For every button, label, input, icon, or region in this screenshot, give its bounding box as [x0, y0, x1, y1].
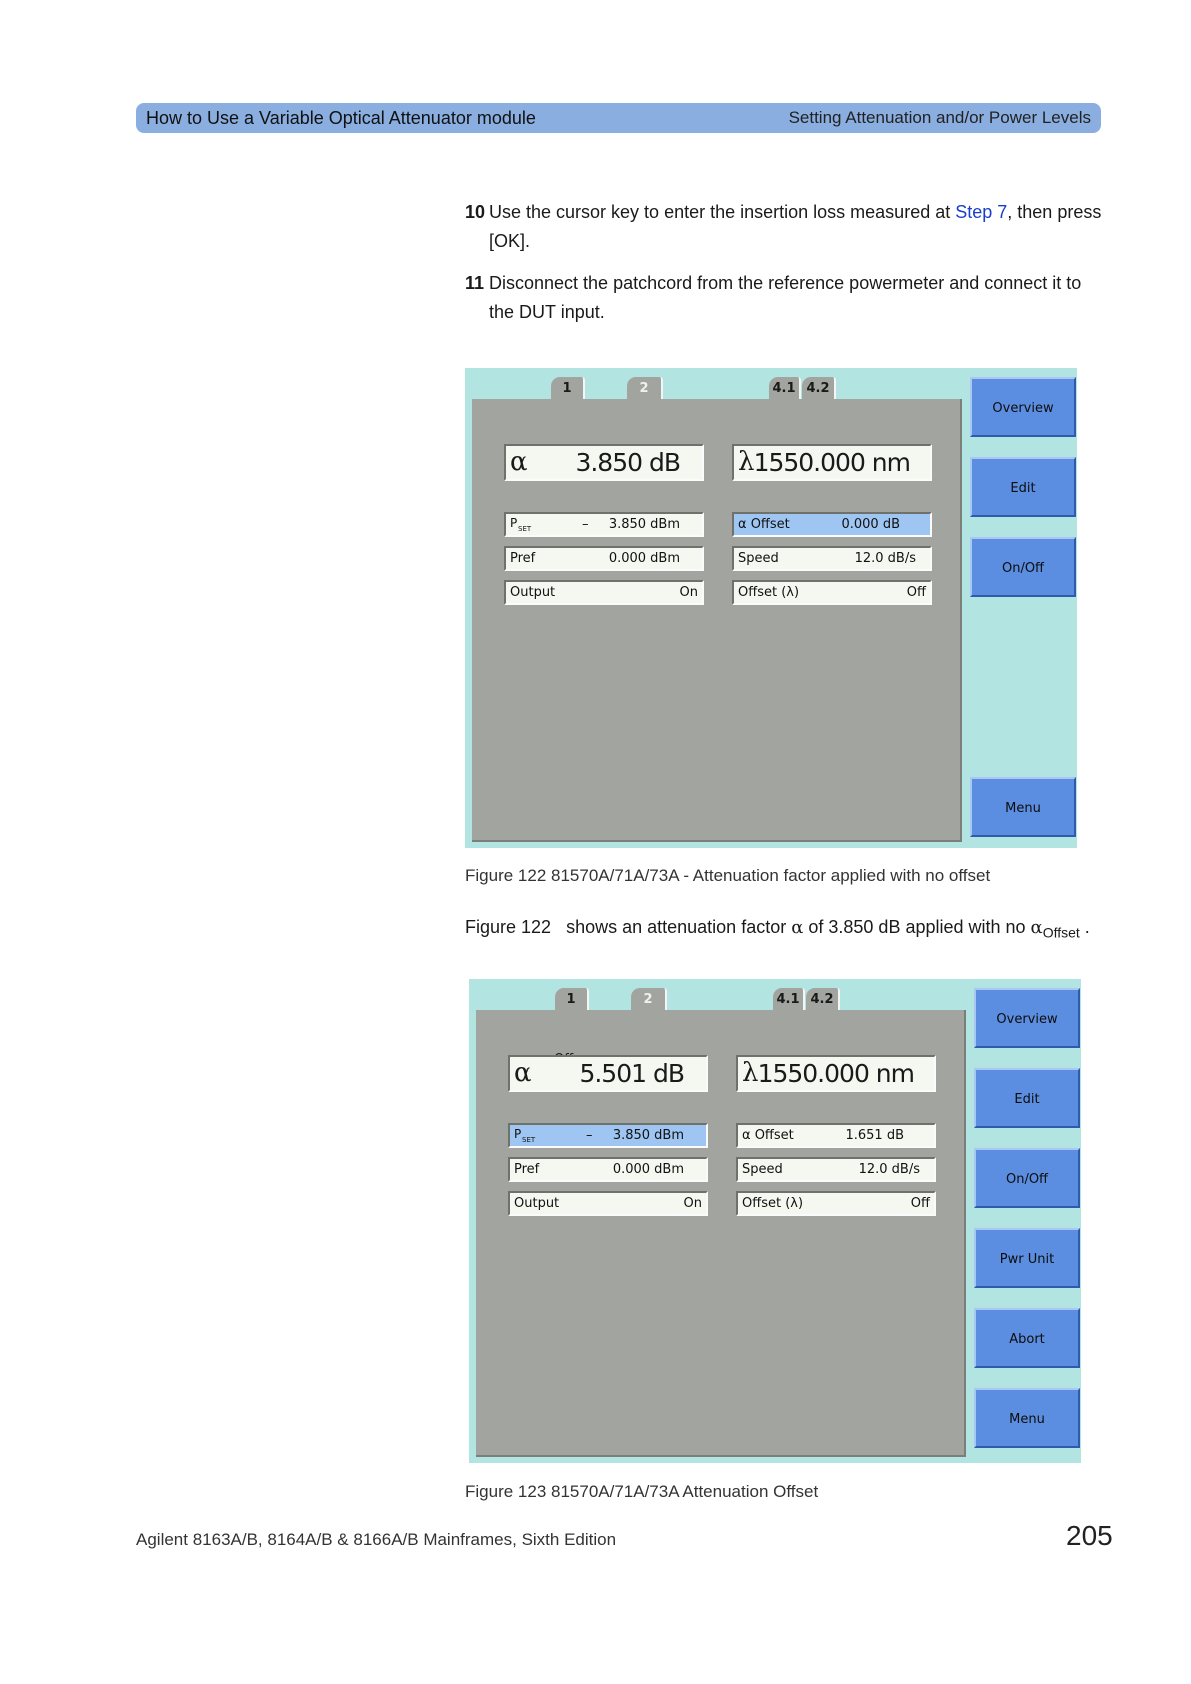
step-text-part: Use the cursor key to enter the insertion loss measured at	[489, 202, 956, 222]
menu-softkey[interactable]: Menu	[970, 777, 1076, 837]
offset-lambda-field[interactable]	[736, 1191, 936, 1216]
lambda-symbol: λ	[738, 447, 755, 477]
main-display-panel	[476, 1010, 966, 1457]
step-10	[465, 198, 1105, 256]
step-number: 11	[465, 273, 485, 293]
figure-123-screen	[469, 979, 1081, 1463]
paragraph-text: of 3.850 dB applied with no	[803, 917, 1031, 937]
output-value: On	[679, 585, 698, 600]
alpha-offset-label: α Offset	[738, 517, 790, 532]
attenuation-value: 3.850 dB	[575, 448, 680, 477]
step-text: Disconnect the patchcord from the reference powermeter and connect it to the DUT input.	[489, 273, 1082, 322]
alpha-offset-field[interactable]	[736, 1123, 936, 1148]
abort-softkey[interactable]: Abort	[974, 1308, 1080, 1368]
pref-value: 0.000 dBm	[612, 1162, 684, 1177]
pset-field[interactable]	[508, 1123, 708, 1148]
output-label: Output	[510, 585, 556, 600]
speed-value: 12.0 dB/s	[858, 1162, 920, 1177]
wavelength-display[interactable]	[736, 1055, 936, 1092]
tab-4-2[interactable]: 4.2	[802, 377, 836, 399]
offset-subscript: Offset	[1042, 924, 1080, 941]
step-11	[465, 269, 1105, 327]
speed-label: Speed	[742, 1162, 783, 1177]
offset-lambda-value: Off	[906, 585, 926, 600]
speed-label: Speed	[738, 551, 779, 566]
tab-1[interactable]: 1	[555, 988, 589, 1010]
pset-label: P	[510, 516, 518, 530]
edit-softkey[interactable]: Edit	[974, 1068, 1080, 1128]
tab-1[interactable]: 1	[551, 377, 585, 399]
wavelength-display[interactable]	[732, 444, 932, 481]
edit-softkey[interactable]: Edit	[970, 457, 1076, 517]
overview-softkey[interactable]: Overview	[970, 377, 1076, 437]
wavelength-value: 1550.000 nm	[757, 1059, 914, 1088]
on-off-softkey[interactable]: On/Off	[970, 537, 1076, 597]
speed-field[interactable]	[732, 546, 932, 571]
pset-label-subscript: SET	[518, 525, 532, 533]
footer-manual-title: Agilent 8163A/B, 8164A/B & 8166A/B Mainframes, Sixth Edition	[136, 1530, 617, 1549]
pref-field[interactable]	[508, 1157, 708, 1182]
step-number: 10	[465, 202, 486, 222]
offset-lambda-label: Offset (λ)	[742, 1196, 804, 1211]
alpha-glyph: α	[1030, 917, 1043, 938]
chapter-title: How to Use a Variable Optical Attenuator module	[146, 108, 536, 128]
section-title: Setting Attenuation and/or Power Levels	[788, 108, 1091, 127]
figure-123-caption: Figure 123 81570A/71A/73A Attenuation Offset	[465, 1482, 819, 1501]
figure-reference: Figure 122	[465, 917, 552, 937]
pset-label-subscript: SET	[522, 1136, 536, 1144]
output-label: Output	[514, 1196, 560, 1211]
page-number: 205	[1066, 1520, 1113, 1551]
attenuation-value: 5.501 dB	[579, 1059, 684, 1088]
alpha-offset-label: α Offset	[742, 1128, 794, 1143]
section-header-bar	[136, 103, 1101, 133]
figure-122-description	[465, 917, 1090, 941]
pref-label: Pref	[510, 551, 536, 566]
tab-4-1[interactable]: 4.1	[769, 377, 801, 399]
output-value: On	[683, 1196, 702, 1211]
on-off-softkey[interactable]: On/Off	[974, 1148, 1080, 1208]
pref-field[interactable]	[504, 546, 704, 571]
overview-softkey[interactable]: Overview	[974, 988, 1080, 1048]
lambda-symbol: λ	[742, 1058, 759, 1088]
speed-field[interactable]	[736, 1157, 936, 1182]
alpha-symbol: α	[510, 447, 528, 477]
tab-4-1[interactable]: 4.1	[773, 988, 805, 1010]
attenuation-display[interactable]	[508, 1055, 708, 1092]
pref-label: Pref	[514, 1162, 540, 1177]
alpha-offset-field[interactable]	[732, 512, 932, 537]
pref-value: 0.000 dBm	[608, 551, 680, 566]
tab-2[interactable]: 2	[627, 377, 663, 399]
pset-label: P	[514, 1127, 522, 1141]
output-field[interactable]	[504, 580, 704, 605]
figure-122-screen	[465, 368, 1077, 848]
tab-4-2[interactable]: 4.2	[806, 988, 840, 1010]
step-text	[489, 198, 1105, 256]
offset-lambda-field[interactable]	[732, 580, 932, 605]
pset-value: 3.850 dBm	[608, 517, 680, 532]
wavelength-value: 1550.000 nm	[753, 448, 910, 477]
speed-value: 12.0 dB/s	[854, 551, 916, 566]
step-7-link[interactable]: Step 7	[955, 202, 1008, 222]
step-text-part: , then press [OK].	[489, 202, 1102, 251]
alpha-offset-value: 0.000 dB	[841, 517, 900, 532]
alpha-glyph: α	[791, 917, 804, 938]
attenuation-display[interactable]	[504, 444, 704, 481]
offset-lambda-label: Offset (λ)	[738, 585, 800, 600]
pset-field[interactable]	[504, 512, 704, 537]
tab-2[interactable]: 2	[631, 988, 667, 1010]
offset-lambda-value: Off	[910, 1196, 930, 1211]
menu-softkey[interactable]: Menu	[974, 1388, 1080, 1448]
pwr-unit-softkey[interactable]: Pwr Unit	[974, 1228, 1080, 1288]
output-field[interactable]	[508, 1191, 708, 1216]
pset-sign: –	[582, 517, 589, 532]
pset-value: 3.850 dBm	[612, 1128, 684, 1143]
pset-sign: –	[586, 1128, 593, 1143]
paragraph-end: .	[1079, 917, 1090, 937]
alpha-offset-value: 1.651 dB	[845, 1128, 904, 1143]
paragraph-text: shows an attenuation factor	[551, 917, 792, 937]
figure-122-caption: Figure 122 81570A/71A/73A - Attenuation factor applied with no offset	[465, 866, 991, 885]
main-display-panel	[472, 399, 962, 842]
alpha-symbol: α	[514, 1058, 532, 1088]
